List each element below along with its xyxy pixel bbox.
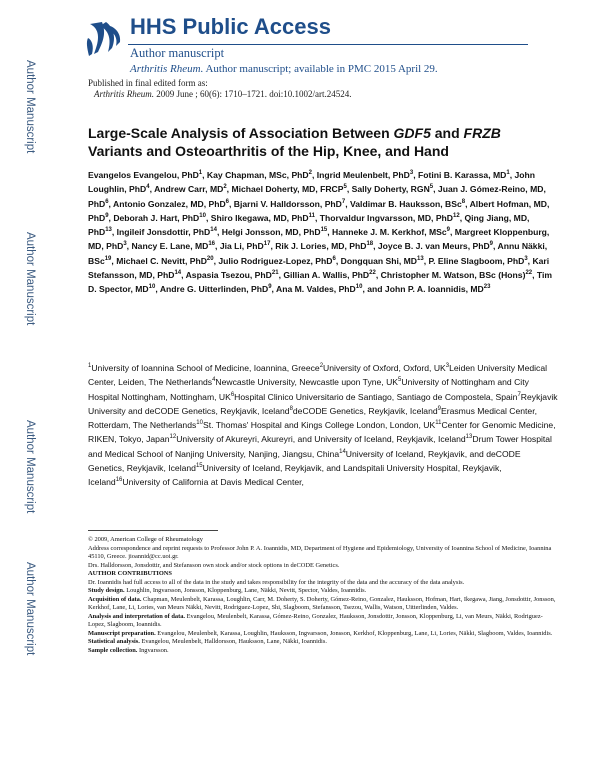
affiliation-number: 13 — [465, 434, 473, 441]
affiliation-superscript: 16 — [208, 241, 216, 248]
author-name: Kari Stefansson, MD, PhD — [88, 255, 550, 280]
author-name: Michael Doherty, MD, FRCP — [231, 184, 344, 195]
author-name: John P. A. Ioannidis, MD — [384, 283, 484, 294]
affiliation-superscript: 9 — [268, 284, 272, 291]
author-name: Kay Chapman, MSc, PhD — [206, 169, 309, 180]
footnote-divider — [88, 530, 218, 531]
author-list: Evangelos Evangelou, PhD$^1$, Kay Chapman, MSc, PhD$^2$, Ingrid Meulenbelt, PhD$^3$, Fotini B. Karassa, $MD^1$, John Loughlin, PhD$^4$, Andrew Carr, $MD^2$, Michael Doherty, MD, FRCP$^5$, Sally Doherty, RGN$^5$, Juan J. Gómez-Reino, MD, PhD$^6$, Antonio Gonzalez, MD, PhD$^6$, Bjarni V. Halldorsson, PhD$^7$, Valdimar B. Hauksson, BSc$^8$, Albert Hofman, MD, PhD$^9$, Deborah J. Hart, PhD$^{10}$, Shiro Ikegawa, MD, PhD$^{11}$, Thorvaldur Ingvarsson, MD, PhD$^{12}$, Qing Jiang, MD, PhD$^{13}$, Ingileif Jonsdottir, PhD$^{14}$, Helgi Jonsson, MD, PhD$^{15}$, Hanneke J. M. Kerkhof, MSc$^9$, Margreet Kloppenburg, MD, PhD$^3$, Nancy E. Lane, MD$^{16}$, Jia Li, PhD$^{17}$, Rik J. Lories, MD, PhD$^{18}$, Joyce B. J. van Meurs, PhD$^9$, Annu Näkki, BSc$^{19}$, Michael C. Nevitt, PhD$^{20}$, Julio Rodriguez-Lopez, PhD$^6$, Dongquan Shi, MD$^{13}$, P. Eline Slagboom, PhD$^3$, Kari Stefansson, MD, PhD$^{14}$, Aspasia Tsezou, PhD$^{21}$, Gillian A. Wallis, PhD$^{22}$, Christopher M. Watson, BSc (Hons)$^{22}$, Tim D. Spector, MD$^{10}$, Andre G. Uitterlinden, PhD$^9$, Ana M. Valdes, PhD$^{10}$, and John P. A. Ioannidis, MD$^{23}$ — [88, 169, 553, 294]
hhs-public-access-title: HHS Public Access — [130, 14, 331, 39]
author-name: Fotini B. Karassa, MD — [418, 169, 507, 180]
citation — [88, 89, 352, 100]
author-name: Margreet Kloppenburg, MD, PhD — [88, 226, 550, 252]
author-name: Andre G. Uitterlinden, PhD — [159, 283, 269, 294]
affiliation-superscript: 14 — [210, 227, 217, 234]
affiliation-text: University of California at Davis Medical Center, — [122, 476, 304, 487]
affiliation-superscript: 3 — [524, 255, 528, 262]
affiliation-text: Leiden University Medical Center, Leiden, The Netherlands — [88, 362, 548, 388]
affiliation-text: Drum Tower Hospital and Medical School of Nanjing University, Nanjing, Jiangsu, China — [88, 434, 552, 459]
left-margin — [0, 0, 48, 776]
affiliation-number: 4 — [212, 377, 216, 384]
journal-name: Arthritis Rheum. — [130, 63, 204, 75]
author-manuscript-side-label: Author Manuscript — [24, 420, 36, 514]
affiliation-number: 16 — [115, 477, 123, 484]
affiliation-superscript: 10 — [148, 284, 156, 291]
affiliation-superscript: 13 — [417, 255, 424, 262]
publication-info — [88, 78, 352, 100]
header-divider — [128, 44, 528, 45]
affiliation-superscript: 2 — [223, 184, 227, 191]
author-manuscript-side-label: Author Manuscript — [24, 232, 36, 326]
author-name: Shiro Ikegawa, MD, PhD — [210, 212, 309, 223]
copyright-notice: © 2009, American College of Rheumatology — [88, 536, 203, 543]
author-name: Jia Li, PhD — [219, 241, 264, 252]
author-name: Thorvaldur Ingvarsson, MD, PhD — [319, 212, 454, 223]
author-name: Hanneke J. M. Kerkhof, MSc — [332, 226, 447, 237]
author-name: Helgi Jonsson, MD, PhD — [221, 226, 321, 237]
author-name: Evangelos Evangelou, PhD — [88, 169, 199, 180]
author-name: Michael C. Nevitt, PhD — [116, 255, 207, 266]
correspondence-address: Address correspondence and reprint requests to Professor John P. A. Ioannidis, MD, Department of Hygiene and Epidemiology, University of Ioannina School of Medicine, Ioannina 45110, Greece. jioannid@cc.uoi.gr. — [88, 544, 552, 560]
affiliation-text: Newcastle University, Newcastle upon Tyne, UK — [215, 377, 399, 388]
contribution-item: Study design. Loughlin, Ingvarsson, Jonsson, Kloppenburg, Lane, Näkki, Nevitt, Spector, Valdes, Ioannidis. — [88, 587, 367, 594]
author-name: Rik J. Lories, MD, PhD — [275, 241, 367, 252]
author-name: Antonio Gonzalez, MD, PhD — [113, 198, 226, 209]
affiliation-text: Hospital Clinico Universitario de Santiago, Santiago de Compostela, Spain — [234, 391, 518, 402]
affiliation-superscript: 9 — [489, 241, 494, 248]
affiliation-number: 15 — [195, 462, 203, 469]
affiliation-text: Erasmus Medical Center, Rotterdam, The Netherlands — [88, 405, 537, 430]
author-name: Aspasia Tsezou, PhD — [185, 269, 272, 280]
author-name: Nancy E. Lane, MD — [131, 241, 209, 252]
contribution-item: Statistical analysis. Evangelou, Meulenbelt, Halldorsson, Hauksson, Lane, Näkki, Ioannidis. — [88, 638, 327, 645]
affiliation-number: 6 — [230, 391, 235, 398]
author-name: P. Eline Slagboom, PhD — [428, 255, 525, 266]
affiliation-number: 14 — [339, 448, 346, 455]
affiliation-number: 10 — [196, 420, 203, 427]
affiliation-superscript: 18 — [366, 241, 374, 248]
author-manuscript-label: Author manuscript — [130, 46, 225, 60]
title-text: Variants and Osteoarthritis of the Hip, Knee, and Hand — [88, 143, 449, 159]
contributions-heading: AUTHOR CONTRIBUTIONS — [88, 570, 172, 577]
data-access-statement: Dr. Ioannidis had full access to all of the data in the study and takes responsibility for the integrity of the data and the accuracy of the data analysis. — [88, 578, 465, 586]
affiliation-text: University of Ioannina School of Medicine, Ioannina, Greece — [91, 362, 320, 373]
affiliation-superscript: 1 — [198, 170, 203, 176]
affiliation-number: 1 — [88, 363, 92, 369]
affiliation-superscript: 9 — [105, 212, 109, 219]
title-text: and — [430, 125, 464, 141]
author-name: Dongquan Shi, MD — [340, 255, 418, 266]
affiliation-superscript: 8 — [461, 198, 466, 205]
affiliation-superscript: 6 — [332, 255, 336, 262]
author-name: Deborah J. Hart, PhD — [113, 212, 200, 223]
author-name: Tim D. Spector, MD — [88, 269, 553, 294]
affiliation-superscript: 5 — [429, 184, 434, 191]
affiliation-superscript: 5 — [343, 184, 347, 191]
affiliation-text: Center for Genomic Medicine, RIKEN, Tokyo, Japan — [88, 419, 556, 445]
affiliation-text: deCODE Genetics, Reykjavik, Iceland — [292, 405, 438, 416]
author-manuscript-side-label: Author Manuscript — [24, 60, 36, 154]
author-name: Albert Hofman, MD, PhD — [88, 198, 550, 223]
affiliation-superscript: 6 — [105, 198, 109, 205]
author-name: Bjarni V. Halldorsson, PhD — [233, 198, 342, 209]
journal-availability — [130, 63, 438, 75]
affiliation-number: 2 — [319, 363, 324, 369]
affiliation-text: University of Iceland, Reykjavik, and Landspitali University Hospital, Reykjavik, Iceland — [88, 462, 502, 487]
affiliation-text: University of Nottingham and City Hospital Nottingham, Nottingham, UK — [88, 377, 529, 402]
author-name: Gillian A. Wallis, PhD — [283, 269, 370, 280]
affiliation-superscript: 14 — [174, 269, 182, 276]
affiliation-superscript: 21 — [271, 269, 279, 276]
affiliation-number: 3 — [445, 363, 450, 369]
affiliation-text: Reykjavik University and deCODE Genetics, Reykjavik, Iceland — [88, 391, 558, 416]
affiliation-superscript: 6 — [225, 198, 230, 205]
title-gene-gdf5: GDF5 — [393, 125, 431, 141]
citation-details: 2009 June ; 60(6): 1710–1721. doi:10.1002/art.24524. — [154, 89, 352, 99]
affiliation-superscript: 3 — [409, 170, 414, 176]
affiliation-number: 5 — [398, 377, 402, 384]
affiliation-superscript: 4 — [146, 184, 150, 191]
availability-text: Author manuscript; available in PMC 2015 April 29. — [203, 63, 438, 75]
author-name: Annu Näkki, BSc — [88, 241, 548, 266]
author-name: Sally Doherty, RGN — [351, 184, 430, 195]
contribution-items — [88, 587, 558, 655]
affiliation-superscript: 15 — [320, 227, 328, 234]
affiliation-superscript: 17 — [263, 241, 271, 248]
author-name: Ingileif Jonsdottir, PhD — [116, 226, 211, 237]
affiliation-superscript: 20 — [206, 255, 214, 262]
author-name: Julio Rodriguez-Lopez, PhD — [218, 255, 333, 266]
article-title — [88, 124, 558, 160]
contribution-item: Analysis and interpretation of data. Evangelou, Meulenbelt, Karassa, Gómez-Reino, Gonzalez, Hauksson, Jonsdottir, Jonsson, Kloppenburg, Li, van Meurs, Näkki, Rodriguez-Lopez, Slagboom, Ioannidis. — [88, 612, 543, 628]
affiliation-superscript: 2 — [308, 170, 312, 176]
affiliation-list — [88, 360, 558, 488]
affiliation-superscript: 19 — [104, 255, 112, 262]
hhs-eagle-logo-icon — [86, 18, 122, 58]
title-text: Large-Scale Analysis of Association Between — [88, 125, 394, 141]
affiliation-superscript: 1 — [506, 170, 510, 176]
affiliation-superscript: 3 — [123, 241, 127, 248]
citation-journal: Arthritis Rheum. — [94, 89, 154, 99]
author-name: Andrew Carr, MD — [154, 184, 224, 195]
contribution-item: Acquisition of data. Chapman, Meulenbelt, Karassa, Loughlin, Carr, M. Doherty, S. Doherty, Gómez-Reino, Gonzalez, Hauksson, Hofman, Hart, Ikegawa, Jiang, Jonsdottir, Jonsson, Kerkhof, Lane, Li, Lories, van Meurs Näkki, Nevitt, Rodriguez-Lopez, Shi, Slagboom, Stefansson, Tsezou, Wallis, Watson, Uitterlinden, Valdes. — [88, 595, 556, 611]
affiliation-superscript: 12 — [453, 212, 460, 219]
affiliation-number: 12 — [169, 434, 177, 441]
affiliation-superscript: 7 — [341, 198, 346, 205]
affiliation-superscript: 22 — [525, 269, 533, 276]
hhs-header — [86, 8, 546, 78]
affiliation-superscript: 10 — [355, 284, 363, 291]
disclosure-statement: Drs. Halldorsson, Jonsdottir, and Stefansson own stock and/or stock options in deCODE Genetics. — [88, 561, 340, 569]
author-name: Christopher M. Watson, BSc (Hons) — [380, 269, 526, 280]
affiliation-superscript: 23 — [483, 284, 491, 291]
affiliation-text: University of Akureyri, Akureyri, and University of Iceland, Reykjavik, Iceland — [176, 434, 466, 445]
author-manuscript-side-label: Author Manuscript — [24, 562, 36, 656]
author-name: Ingrid Meulenbelt, PhD — [316, 169, 410, 180]
affiliation-superscript: 10 — [199, 212, 206, 219]
author-name: Qing Jiang, MD, PhD — [88, 212, 530, 237]
affiliation-superscript: 9 — [446, 227, 450, 234]
affiliation-text: University of Iceland, Reykjavik, and deCODE Genetics, Reykjavik, Iceland — [88, 448, 521, 473]
author-name: Joyce B. J. van Meurs, PhD — [377, 241, 490, 252]
affiliation-superscript: 22 — [369, 269, 376, 276]
affiliation-text: University of Oxford, Oxford, UK — [323, 362, 446, 373]
author-name: John Loughlin, PhD — [88, 169, 535, 195]
affiliation-number: 11 — [435, 420, 442, 427]
footnotes — [88, 536, 558, 655]
author-name: Juan J. Gómez-Reino, MD, PhD — [88, 184, 546, 209]
contribution-item: Sample collection. Ingvarsson. — [88, 646, 169, 654]
affiliation-text: St. Thomas' Hospital and Kings College London, London, UK — [202, 419, 436, 430]
affiliation-number: 9 — [437, 405, 441, 412]
contribution-item: Manuscript preparation. Evangelou, Meulenbelt, Karassa, Loughlin, Hauksson, Ingvarsson, Jonsson, Kerkhof, Kloppenburg, Lane, Li, Lories, Näkki, Slagboom, Valdes, Ioannidis. — [88, 629, 553, 637]
author-name: Valdimar B. Hauksson, BSc — [350, 198, 462, 209]
published-in-label: Published in final edited form as: — [88, 78, 208, 88]
author-name: Ana M. Valdes, PhD — [276, 283, 356, 294]
affiliation-superscript: 13 — [105, 227, 112, 234]
affiliation-superscript: 11 — [308, 212, 315, 219]
affiliation-number: 8 — [289, 405, 293, 412]
affiliation-number: 7 — [517, 391, 521, 398]
title-gene-frzb: FRZB — [463, 125, 501, 141]
